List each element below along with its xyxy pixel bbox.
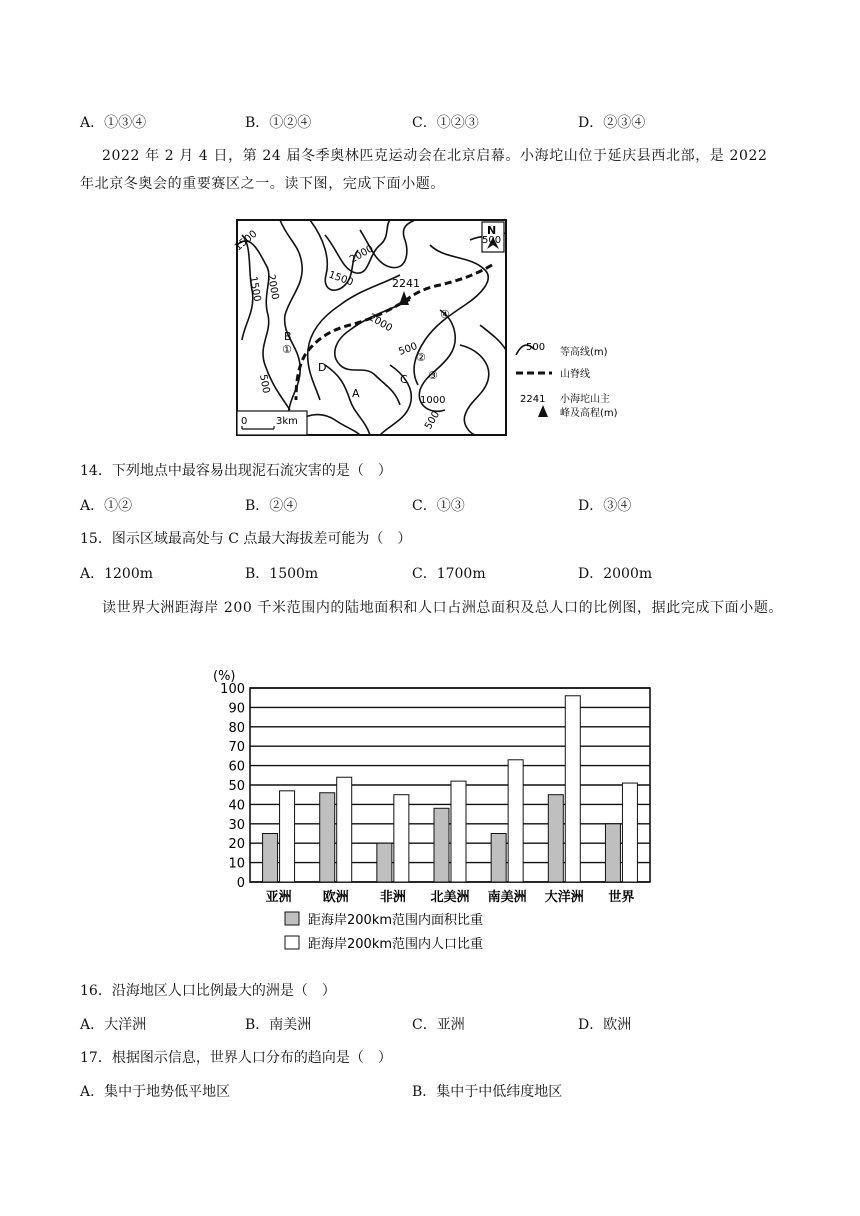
- x-category-label: 亚洲: [265, 890, 292, 905]
- scale-zero: 0: [241, 416, 248, 427]
- q17-option-b: B．集中于中低纬度地区: [412, 1084, 563, 1100]
- q17-stem: 17．根据图示信息，世界人口分布的趋向是（ ）: [80, 1050, 392, 1066]
- legend-contour-value: 500: [526, 342, 546, 353]
- bar-population-share: [394, 795, 409, 882]
- scale-distance: 3km: [276, 416, 298, 427]
- contour-label: 500: [423, 409, 443, 432]
- y-tick-label: 40: [228, 798, 245, 814]
- bar-area-share: [548, 795, 563, 882]
- site-1: ①: [282, 343, 292, 356]
- x-category-label: 南美洲: [487, 890, 527, 905]
- legend-label: 距海岸200km范围内面积比重: [308, 913, 484, 928]
- contour-label: 500: [257, 373, 272, 395]
- q16-option-a: A．大洋洲: [80, 1017, 147, 1033]
- legend-swatch: [285, 912, 299, 925]
- y-tick-label: 60: [228, 759, 245, 775]
- site-4: ④: [440, 308, 450, 321]
- legend-swatch: [285, 936, 299, 949]
- contour-label: 1000: [420, 395, 446, 406]
- q14-option-b: B．②④: [245, 498, 298, 514]
- contour-label: 2000: [366, 312, 395, 335]
- q14-option-d: D．③④: [578, 498, 632, 514]
- y-tick-label: 80: [228, 720, 245, 736]
- q13-option-a: A．①③④: [80, 115, 147, 131]
- contour-label: 500: [397, 340, 419, 358]
- legend-ridge-label: 山脊线: [560, 369, 590, 380]
- y-tick-label: 90: [228, 701, 245, 717]
- bar-area-share: [263, 834, 278, 883]
- y-tick-label: 10: [228, 856, 245, 872]
- q15-option-c: C．1700m: [412, 566, 486, 582]
- x-category-label: 北美洲: [430, 890, 470, 905]
- bar-population-share: [451, 781, 466, 882]
- bar-population-share: [622, 783, 637, 882]
- north-label: N: [487, 224, 497, 237]
- x-category-label: 大洋洲: [544, 890, 584, 905]
- q14-option-c: C．①③: [412, 498, 465, 514]
- coastal-bar-chart: [200, 660, 670, 970]
- bar-population-share: [508, 760, 523, 882]
- point-c: C: [400, 373, 408, 386]
- site-3: ③: [428, 369, 438, 382]
- contour-label: 500: [482, 235, 502, 246]
- y-tick-label: 100: [220, 682, 245, 697]
- bar-area-share: [377, 843, 392, 882]
- bar-population-share: [565, 696, 580, 882]
- q16-option-b: B．南美洲: [245, 1017, 312, 1033]
- site-2: ②: [416, 351, 426, 364]
- contour-label: 2000: [265, 273, 281, 301]
- point-a: A: [352, 387, 360, 400]
- legend-peak-label-line2: 峰及高程(m): [560, 408, 618, 419]
- bar-population-share: [337, 777, 352, 882]
- q14-option-a: A．①②: [80, 498, 133, 514]
- contour-label: 1500: [247, 275, 263, 303]
- contour-label: 2000: [348, 243, 376, 266]
- legend-peak-icon: [538, 405, 548, 417]
- q16-option-d: D．欧洲: [578, 1017, 632, 1033]
- q15-option-b: B．1500m: [245, 566, 319, 582]
- y-axis-label: (%): [213, 669, 236, 684]
- x-category-label: 欧洲: [322, 890, 349, 905]
- contour-map-figure: [230, 215, 630, 440]
- point-d: D: [318, 361, 327, 374]
- y-tick-label: 50: [228, 779, 245, 794]
- bar-area-share: [434, 808, 449, 882]
- q15-option-a: A．1200m: [80, 566, 154, 582]
- x-category-label: 世界: [608, 890, 635, 905]
- q16-option-c: C．亚洲: [412, 1017, 465, 1033]
- q15-option-d: D．2000m: [578, 566, 653, 582]
- contour-label: 1500: [326, 269, 355, 289]
- q14-stem: 14．下列地点中最容易出现泥石流灾害的是（ ）: [80, 463, 392, 479]
- q17-option-a: A．集中于地势低平地区: [80, 1084, 231, 1100]
- bar-population-share: [280, 791, 295, 882]
- legend-label: 距海岸200km范围内人口比重: [308, 937, 484, 952]
- bar-area-share: [320, 793, 335, 882]
- q13-option-d: D．②③④: [578, 115, 646, 131]
- chart-intro-paragraph: 读世界大洲距海岸 200 千米范围内的陆地面积和人口占洲总面积及总人口的比例图，据此完成下面小题。: [102, 600, 784, 616]
- point-b: B: [284, 330, 292, 343]
- q13-option-b: B．①②④: [245, 115, 312, 131]
- legend-peak-label-line1: 小海坨山主: [560, 394, 610, 405]
- peak-elevation-label: 2241: [392, 277, 420, 290]
- y-tick-label: 70: [228, 740, 245, 756]
- legend-peak-value: 2241: [520, 394, 546, 405]
- q16-stem: 16．沿海地区人口比例最大的洲是（ ）: [80, 983, 336, 999]
- y-tick-label: 30: [228, 817, 245, 833]
- q13-option-c: C．①②③: [412, 115, 479, 131]
- y-tick-label: 20: [228, 837, 245, 853]
- map-intro-paragraph: 2022 年 2 月 4 日，第 24 届冬季奥林匹克运动会在北京启幕。小海坨山位于延庆县西北部，是 2022 年北京冬奥会的重要赛区之一。读下图，完成下面小题。: [80, 148, 768, 192]
- y-tick-label: 0: [236, 876, 245, 891]
- legend-contour-label: 等高线(m): [560, 347, 608, 358]
- bar-area-share: [491, 834, 506, 883]
- x-category-label: 非洲: [379, 890, 406, 905]
- contour-label: 1500: [232, 228, 260, 254]
- bar-area-share: [605, 824, 620, 882]
- q15-stem: 15．图示区域最高处与 C 点最大海拔差可能为（ ）: [80, 531, 412, 547]
